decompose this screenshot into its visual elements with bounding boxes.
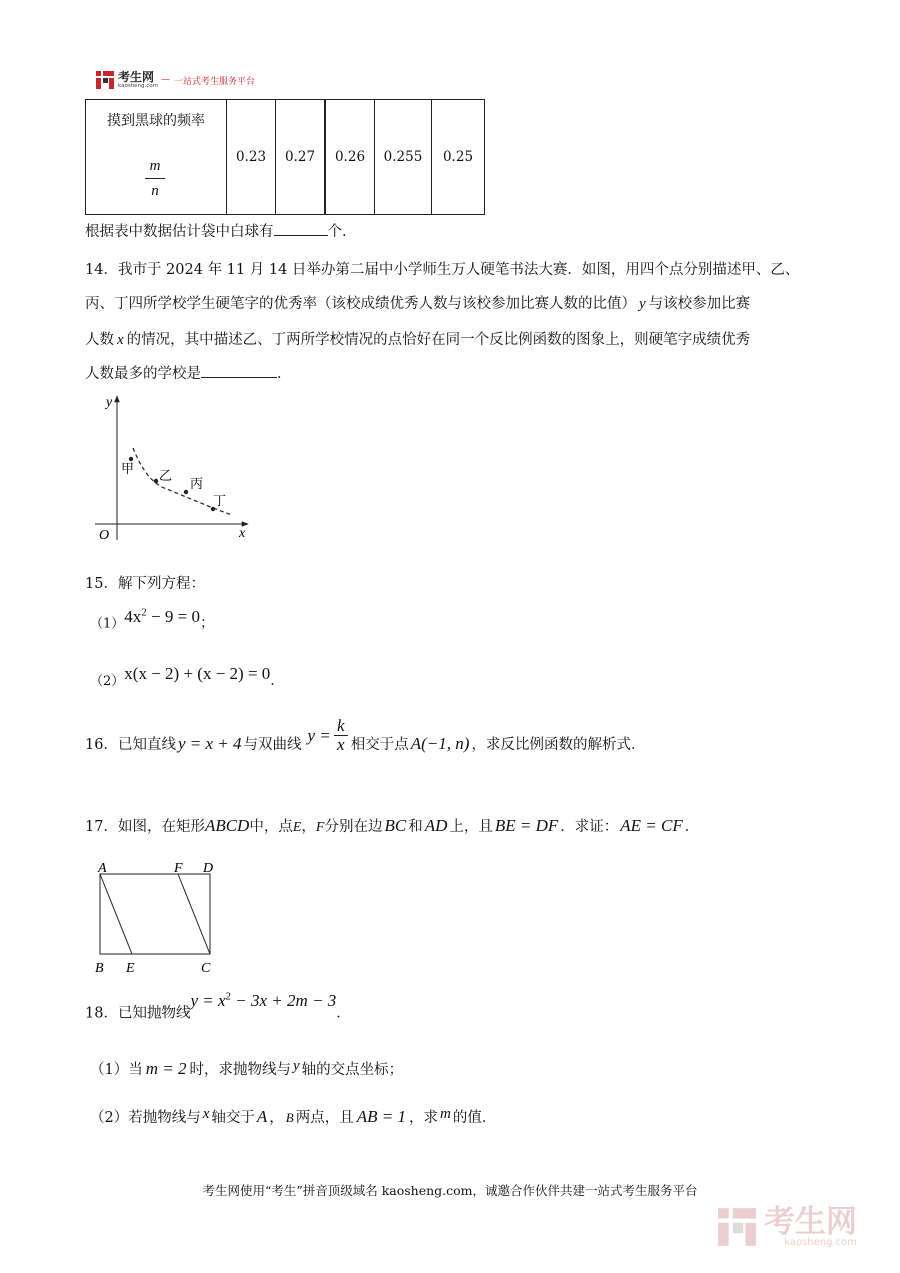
- q16: [85, 716, 646, 762]
- label-f: F: [174, 861, 183, 876]
- point-bing: [184, 490, 188, 494]
- equation: [124, 607, 200, 626]
- condition: m = 2: [145, 1059, 187, 1078]
- point-jia: [129, 457, 133, 461]
- logo-tagline: 一站式考生服务平台: [174, 76, 256, 87]
- segment-ae: [100, 874, 132, 954]
- watermark-sub: kaosheng.com: [784, 1237, 857, 1248]
- condition: AB = 1: [356, 1107, 406, 1126]
- q17-rectangle-figure: [90, 857, 225, 977]
- q14-line-2: [85, 292, 750, 313]
- segment-cf: [178, 874, 210, 954]
- x-label: x: [239, 526, 246, 541]
- table-cell: 0.25: [432, 100, 485, 215]
- table-cell: 0.23: [227, 100, 276, 215]
- equation: x(x − 2) + (x − 2) = 0: [124, 664, 271, 683]
- punct: ．: [270, 673, 285, 689]
- var-x: x: [202, 1106, 210, 1122]
- q13-text: 根据表中数据估计袋中白球有: [85, 224, 274, 240]
- label-c: C: [201, 961, 211, 976]
- logo-icon: [95, 70, 115, 90]
- q14-text: 与该校参加比赛: [648, 296, 751, 312]
- q16-text: 相交于点: [350, 737, 409, 753]
- punct: ；: [199, 615, 215, 632]
- q13-text-end: 个.: [327, 224, 347, 240]
- q16-text: 16．已知直线: [85, 737, 176, 753]
- label-bing: 丙: [190, 477, 204, 492]
- row-label: 摸到黑球的频率: [107, 113, 205, 129]
- q14-text: 人数最多的学校是: [85, 366, 201, 382]
- label-ding: 丁: [213, 494, 227, 509]
- origin-label: O: [99, 528, 110, 543]
- q16-text: ，求反比例函数的解析式．: [471, 737, 646, 753]
- point-b: B: [285, 1110, 294, 1125]
- q17-text: ．: [684, 819, 700, 835]
- point-e: E: [292, 820, 302, 835]
- goal: AE = CF: [620, 816, 683, 835]
- parabola-equation: [190, 991, 336, 1010]
- label-e: E: [126, 961, 135, 976]
- q15-part-1: [90, 606, 214, 633]
- page-footer: 考生网使用“考生”拼音顶级域名 kaosheng.com，诚邀合作伙伴共建一站式考生服务平台: [202, 1183, 698, 1198]
- part-label: （2）: [90, 674, 125, 689]
- q17-text: 上，且: [449, 819, 493, 835]
- hyperbola-lhs: y =: [307, 725, 331, 745]
- label-a: A: [98, 861, 107, 876]
- eq-part: 4x: [124, 606, 142, 626]
- eq-part: − 3x + 2m − 3: [231, 990, 337, 1010]
- q14-text: 的情况，其中描述乙、丁两所学校情况的点恰好在同一个反比例函数的图象上，则硬笔字成绩优秀: [126, 332, 751, 348]
- q17-text: ，: [301, 819, 316, 835]
- formula-denominator: n: [151, 183, 159, 199]
- var-y: y: [639, 296, 646, 312]
- exponent: 2: [141, 606, 147, 618]
- q14-text: 人数: [85, 332, 114, 348]
- q17-text: ．求证：: [560, 819, 619, 835]
- table-cell: 0.255: [375, 100, 432, 215]
- q14-line-3: [85, 328, 750, 349]
- table-cell: 0.27: [276, 100, 326, 215]
- point-yi: [154, 479, 158, 483]
- q18-text: ．: [336, 1005, 351, 1022]
- q18-text: （2）若抛物线与: [90, 1110, 201, 1126]
- q18-text: （1）当: [90, 1062, 143, 1078]
- label-b: B: [95, 961, 104, 976]
- q18-part-2: [90, 1106, 496, 1127]
- q18-text: 的值．: [452, 1110, 497, 1126]
- q14-text-end: ．: [277, 366, 292, 382]
- label-jia: 甲: [121, 462, 135, 477]
- q17: [85, 815, 699, 836]
- table-row: [86, 100, 485, 215]
- answer-blank: [201, 363, 277, 378]
- condition: BE = DF: [494, 816, 559, 835]
- line-equation: y = x + 4: [177, 733, 242, 753]
- q18-text: ，求: [409, 1110, 438, 1126]
- fraction-num: k: [337, 716, 345, 735]
- freq-formula: [141, 157, 169, 200]
- table-cell: 0.26: [325, 100, 375, 215]
- q18-text: 18．已知抛物线: [85, 1005, 191, 1022]
- q18-text: 轴的交点坐标；: [301, 1062, 404, 1078]
- q17-text: 分别在边: [324, 819, 383, 835]
- answer-blank: [274, 221, 328, 236]
- q18: [85, 990, 351, 1023]
- fraction-den: x: [337, 735, 345, 754]
- y-label: y: [106, 395, 113, 410]
- q15-part-2: [90, 664, 285, 690]
- formula-numerator: m: [149, 158, 161, 174]
- q17-text: 和: [408, 819, 423, 835]
- logo-sub: kaosheng.com: [118, 82, 159, 89]
- q14-graph: [92, 393, 262, 548]
- q17-text: 中，点: [249, 819, 293, 835]
- rect-name: ABCD: [204, 816, 250, 835]
- var-x: x: [117, 332, 124, 348]
- q18-text: 轴交于: [211, 1110, 255, 1126]
- label-yi: 乙: [159, 469, 173, 484]
- exponent: 2: [225, 990, 232, 1002]
- q14-text: 丙、丁四所学校学生硬笔字的优秀率（该校成绩优秀人数与该校参加比赛人数的比值）: [85, 296, 636, 312]
- var-y: y: [292, 1058, 300, 1074]
- q14-line-1: 14．我市于 2024 年 11 月 14 日举办第二届中小学师生万人硬笔书法大赛．如图，用四个点分别描述甲、乙、: [85, 262, 800, 278]
- q18-part-1: [90, 1058, 403, 1079]
- hyperbola-fraction: [334, 717, 348, 754]
- frequency-table: [85, 99, 485, 215]
- point-a: A: [256, 1107, 268, 1126]
- eq-part: − 9 = 0: [146, 606, 200, 626]
- q18-text: 时，求抛物线与: [189, 1062, 291, 1078]
- q13-answer-line: [85, 220, 347, 241]
- row-label-cell: [86, 100, 227, 215]
- watermark-logo-icon: [716, 1206, 758, 1248]
- point-f: F: [315, 820, 325, 835]
- part-label: （1）: [90, 616, 125, 632]
- q18-text: 两点，且: [295, 1110, 354, 1126]
- point-a: A(−1, n): [410, 733, 470, 753]
- q16-text: 与双曲线: [243, 737, 302, 753]
- watermark: [716, 1206, 857, 1248]
- watermark-text: 考生网: [764, 1204, 857, 1240]
- q17-text: 17．如图，在矩形: [85, 819, 205, 835]
- label-d: D: [203, 861, 214, 876]
- header-logo: 考生网 kaosheng.com — 一站式考生服务平台: [95, 70, 255, 90]
- q14-line-4: [85, 362, 292, 383]
- side-ad: AD: [424, 816, 448, 835]
- var-m: m: [440, 1106, 451, 1122]
- side-bc: BC: [384, 816, 407, 835]
- logo-text: 考生网: [118, 69, 155, 84]
- eq-part: y = x: [190, 990, 226, 1010]
- q15-title: 15．解下列方程：: [85, 576, 205, 592]
- q18-text: ，: [269, 1110, 284, 1126]
